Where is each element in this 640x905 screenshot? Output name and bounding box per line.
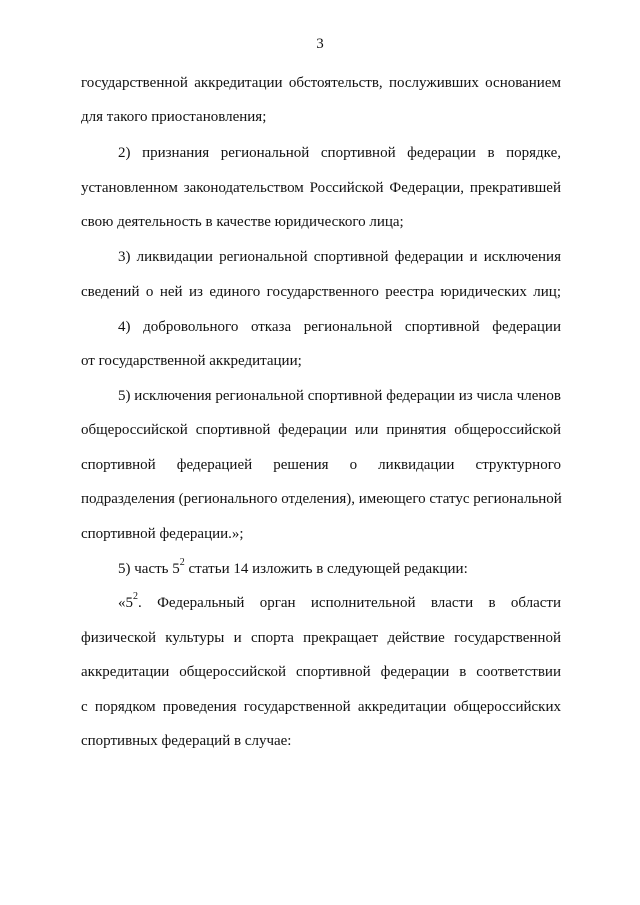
text-line: сведений о ней из единого государственного реестра юридических лиц; xyxy=(81,284,561,300)
text-line: государственной аккредитации обстоятельств, послуживших основанием xyxy=(81,75,561,91)
text-line: спортивной федерации.»; xyxy=(81,526,244,542)
text-line: для такого приостановления; xyxy=(81,109,267,125)
quote-text: «5 xyxy=(118,595,133,611)
superscript: 2 xyxy=(179,557,185,568)
text-line: свою деятельность в качестве юридического лица; xyxy=(81,214,404,230)
text-line: 5) исключения региональной спортивной федерации из числа членов xyxy=(118,388,561,404)
page-number: 3 xyxy=(316,36,324,52)
text-line: спортивной федерацией решения о ликвидации структурного xyxy=(81,457,561,473)
text-line: от государственной аккредитации; xyxy=(81,353,302,369)
text-line: спортивных федераций в случае: xyxy=(81,733,292,749)
superscript: 2 xyxy=(133,591,138,602)
text-line: установленном законодательством Российской Федерации, прекратившей xyxy=(81,180,561,196)
amendment-text: 5) часть 5 xyxy=(118,561,180,577)
amendment-line xyxy=(118,559,561,579)
text-line: 2) признания региональной спортивной федерации в порядке, xyxy=(118,145,561,161)
text-line: 3) ликвидации региональной спортивной федерации и исключения xyxy=(118,249,561,265)
amendment-text: статьи 14 изложить в следующей редакции: xyxy=(184,561,468,577)
quote-line xyxy=(118,593,561,613)
text-line: аккредитации общероссийской спортивной федерации в соответствии xyxy=(81,664,561,680)
text-line: 4) добровольного отказа региональной спортивной федерации xyxy=(118,319,561,335)
text-line: физической культуры и спорта прекращает действие государственной xyxy=(81,630,561,646)
text-line: подразделения (регионального отделения), имеющего статус региональной xyxy=(81,491,562,507)
quote-text: . Федеральный орган исполнительной власти в области xyxy=(138,595,561,611)
text-line: общероссийской спортивной федерации или принятия общероссийской xyxy=(81,422,561,438)
text-line: с порядком проведения государственной аккредитации общероссийских xyxy=(81,699,561,715)
